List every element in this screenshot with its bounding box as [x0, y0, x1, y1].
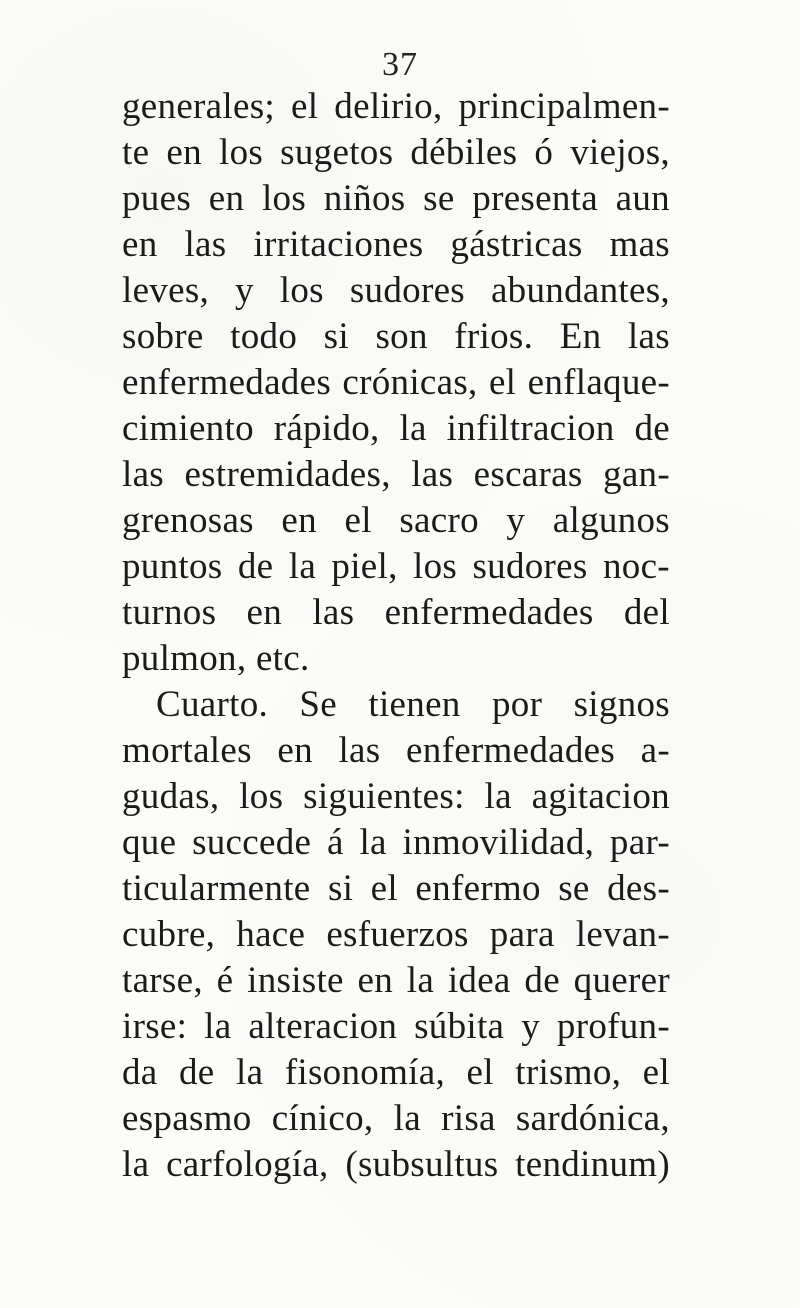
- text-line: cimiento rápido, la infiltracion de: [122, 408, 670, 449]
- text-line: las estremidades, las escaras gan-: [122, 454, 670, 495]
- text-line: turnos en las enfermedades del: [122, 592, 670, 633]
- text-line: grenosas en el sacro y algunos: [122, 500, 670, 541]
- text-line: que succede á la inmovilidad, par-: [122, 822, 670, 863]
- text-line: gudas, los siguientes: la agitacion: [122, 776, 670, 817]
- text-line: Cuarto. Se tienen por signos: [156, 684, 670, 725]
- text-line: la carfología, (subsultus tendinum): [122, 1144, 670, 1185]
- text-line: irse: la alteracion súbita y profun-: [122, 1006, 670, 1047]
- text-line: te en los sugetos débiles ó viejos,: [122, 132, 670, 173]
- text-line: enfermedades crónicas, el enflaque-: [122, 362, 670, 403]
- text-line: en las irritaciones gástricas mas: [122, 224, 670, 265]
- text-line: da de la fisonomía, el trismo, el: [122, 1052, 670, 1093]
- text-line: mortales en las enfermedades a-: [122, 730, 670, 771]
- body-text: [122, 84, 670, 1188]
- text-line: pues en los niños se presenta aun: [122, 178, 670, 219]
- text-line: cubre, hace esfuerzos para levan-: [122, 914, 670, 955]
- text-line: leves, y los sudores abundantes,: [122, 270, 670, 311]
- text-line: generales; el delirio, principalmen-: [122, 86, 670, 127]
- text-line: sobre todo si son frios. En las: [122, 316, 670, 357]
- text-line: pulmon, etc.: [122, 638, 310, 679]
- page-number: 37: [382, 46, 418, 83]
- text-line: puntos de la piel, los sudores noc-: [122, 546, 670, 587]
- text-line: tarse, é insiste en la idea de querer: [122, 960, 670, 1001]
- text-line: espasmo cínico, la risa sardónica,: [122, 1098, 670, 1139]
- text-line: ticularmente si el enfermo se des-: [122, 868, 670, 909]
